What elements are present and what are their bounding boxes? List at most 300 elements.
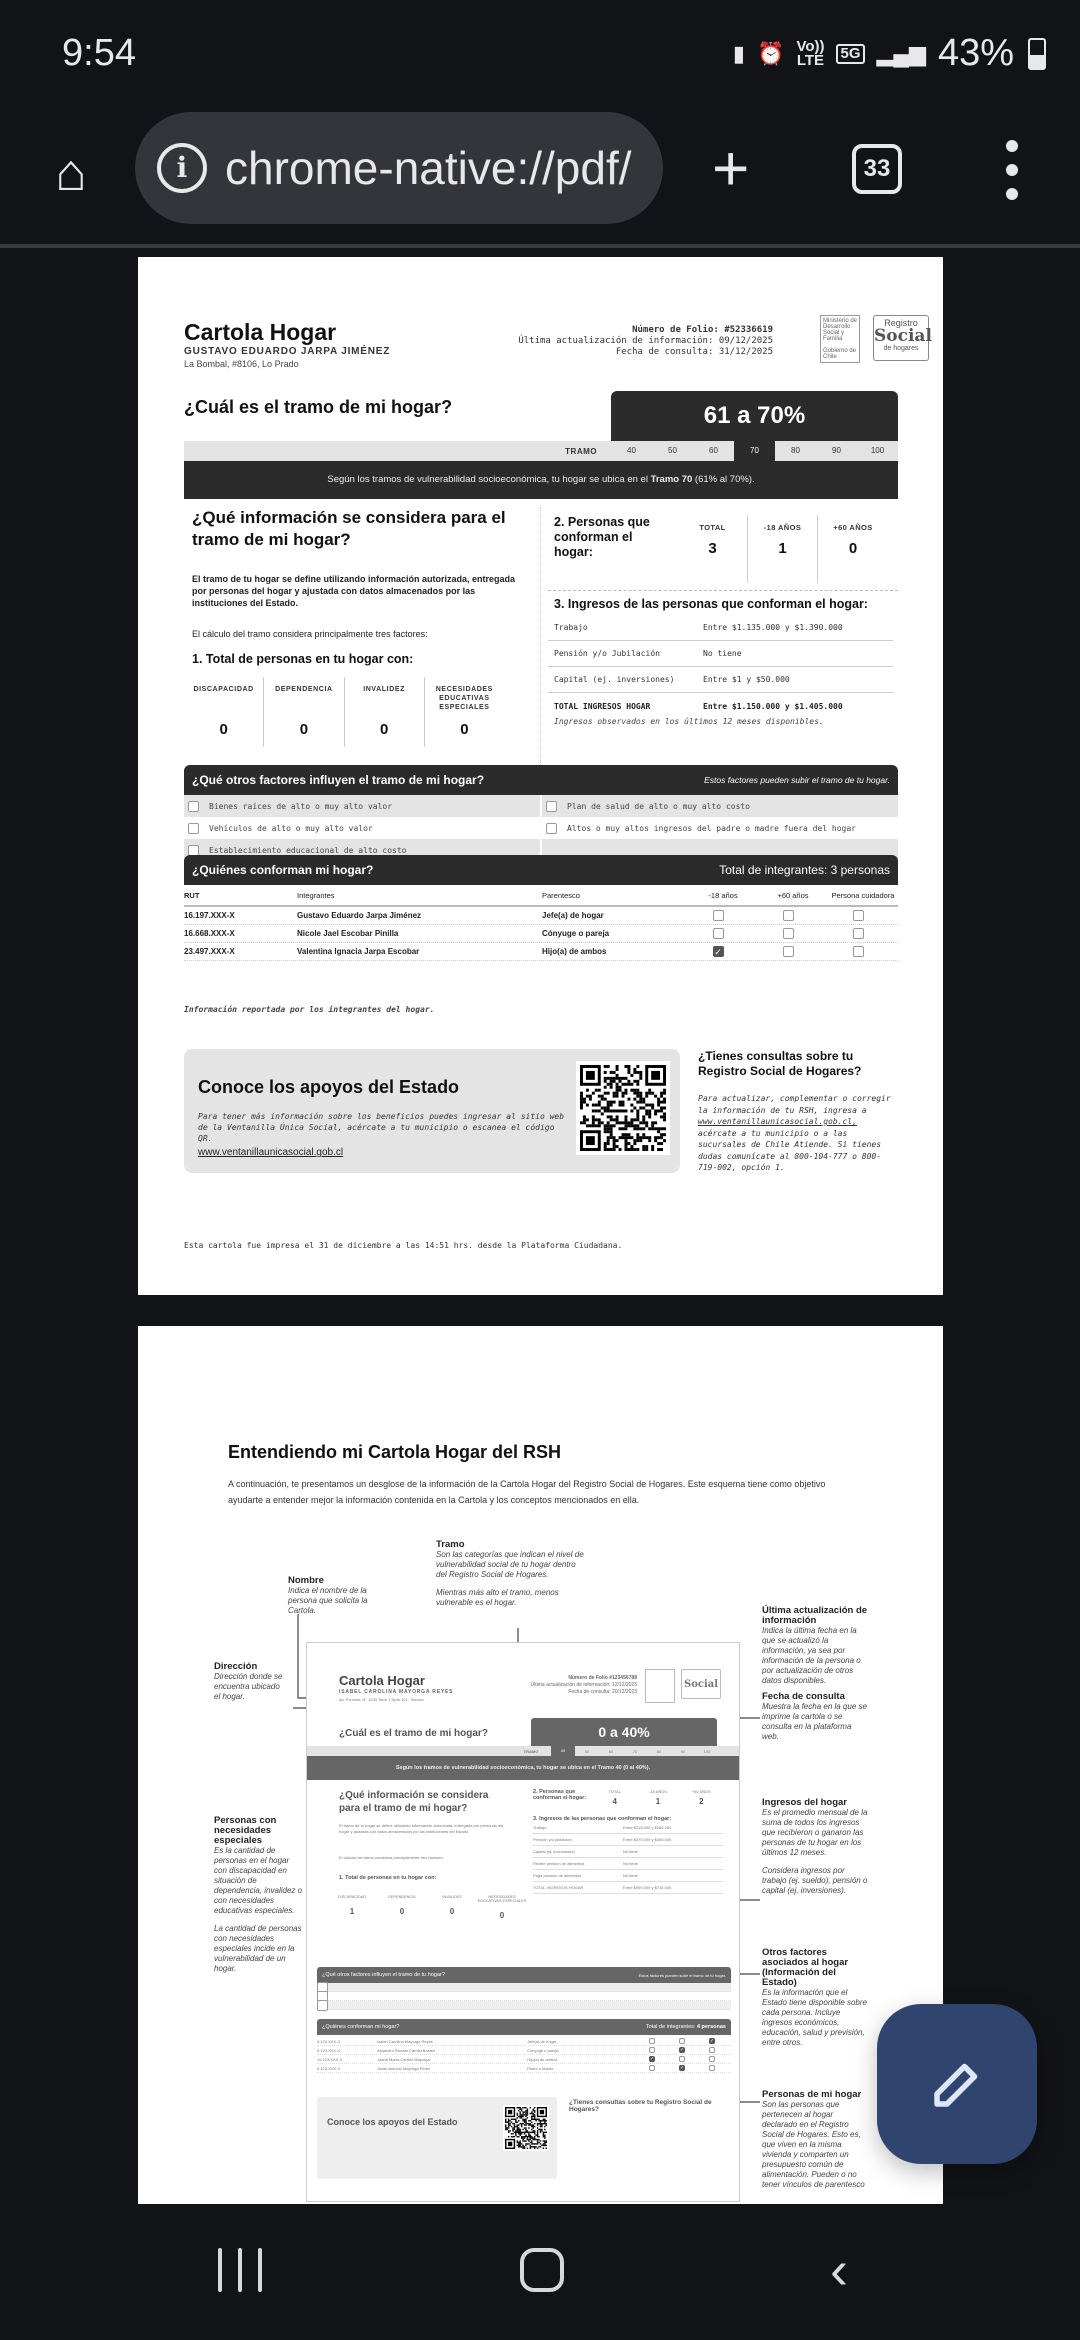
column-divider: [540, 507, 541, 767]
sample-income-value: No tiene: [623, 1873, 638, 1878]
recent-apps-icon[interactable]: [218, 2248, 262, 2292]
tramo-cell: 50: [668, 446, 677, 455]
sample-income-value: Entre $215.000 y $265.000: [623, 1825, 672, 1830]
consult-date: 31/12/2025: [718, 347, 773, 357]
pdf-viewer[interactable]: [0, 248, 1080, 2204]
member-flag: [758, 928, 828, 939]
home-nav-icon[interactable]: [520, 2248, 564, 2292]
consultas-heading: ¿Tienes consultas sobre tu Registro Social de Hogares?: [698, 1049, 862, 1078]
sample-member-rut: 15.123.XXX-X: [317, 2056, 343, 2062]
sample-need-label: DISCAPACIDAD: [337, 1895, 367, 1899]
member-rut: 16.668.XXX-X: [184, 929, 235, 938]
sample-income-row: [533, 1858, 723, 1870]
5g-icon: 5G: [836, 44, 864, 64]
apoyos-title: Conoce los apoyos del Estado: [198, 1077, 460, 1097]
sample-income-row: [533, 1870, 723, 1882]
sample-need: [477, 1895, 527, 1920]
annotation-text: La cantidad de personas con necesidades especiales incide en la vulnerabilidad de un hogar.: [214, 1924, 302, 1973]
sample-tramo-scale: [307, 1746, 739, 1756]
sample-over60-checkbox[interactable]: [679, 2056, 685, 2062]
sample-members-heading: ¿Quiénes conforman mi hogar?: [322, 2024, 400, 2030]
sample-under18-checkbox[interactable]: ✓: [650, 2056, 655, 2062]
factor-checkbox[interactable]: [188, 845, 199, 856]
person-stat: [818, 515, 888, 583]
factor-checkbox[interactable]: [546, 801, 557, 812]
sample-carer-checkbox[interactable]: ✓: [710, 2038, 715, 2044]
sample-tramo-cell: 90: [680, 1748, 686, 1754]
sample-person-label: -18 AÑOS: [648, 1789, 667, 1794]
annotation-text: Es el promedio mensual de la suma de todos los ingresos que recibieron o ganaron las personas de tu hogar en los últimos 12 meses.: [762, 1808, 868, 1857]
sample-member-rut: 9.124.XXX-X: [317, 2047, 341, 2053]
tramo-cell: 80: [791, 446, 800, 455]
sample-income-label: Pensión y/o jubilación: [533, 1837, 572, 1842]
sample-member-flag: [697, 2065, 727, 2071]
sample-income-row: [533, 1846, 723, 1858]
members-heading: ¿Quiénes conforman mi hogar?: [192, 863, 374, 877]
sample-under18-checkbox[interactable]: [649, 2038, 655, 2044]
annotation-text: Es la cantidad de personas en el hogar con discapacidad en situación de dependencia, invalidez o con necesidades educativas especiales.: [214, 1846, 303, 1915]
income-label: Trabajo: [554, 623, 588, 632]
sample-member-row: [317, 2037, 731, 2046]
sample-member-name: Juana María Carrillo Mayorga: [377, 2056, 430, 2062]
sample-member-relation: Hijo(a) de ambos: [527, 2056, 558, 2062]
sample-factor-checkbox[interactable]: [317, 2000, 328, 2011]
sample-member-rut: 5.123.XXX-X: [317, 2065, 341, 2071]
income-table: [548, 615, 893, 719]
annotation-text: Mientras más alto el tramo, menos vulnerable es el hogar.: [436, 1588, 559, 1607]
member-flag: [688, 928, 758, 939]
sample-member-name: Isabel Carolina Mayorga Reyes: [377, 2038, 433, 2044]
annotation-title: Tramo: [436, 1539, 465, 1550]
sample-need-value: 1: [349, 1907, 355, 1916]
sample-member-flag: [637, 2056, 667, 2062]
edit-button[interactable]: [877, 2004, 1037, 2164]
sample-need: [377, 1895, 427, 1920]
sample-member-flag: [667, 2065, 697, 2071]
updated-date: 09/12/2025: [718, 336, 773, 346]
member-flag: [688, 946, 758, 957]
qr-code: [576, 1061, 670, 1155]
document-title: Cartola Hogar: [184, 319, 337, 345]
persons-stats: [678, 515, 888, 583]
consultas-block: [698, 1049, 898, 1174]
member-row: [184, 925, 898, 943]
sample-income-value: No tiene: [623, 1849, 638, 1854]
income-label: TOTAL INGRESOS HOGAR: [554, 701, 651, 711]
sample-over60-checkbox[interactable]: ✓: [680, 2065, 685, 2071]
sample-question: ¿Cuál es el tramo de mi hogar?: [339, 1728, 488, 1739]
consultas-text-start: Para actualizar, complementar o corregir la información de tu RSH, ingresa a: [698, 1094, 891, 1115]
member-flag: [828, 928, 898, 939]
annotation-title: Nombre: [288, 1575, 324, 1586]
income-value: Entre $1 y $50.000: [703, 675, 790, 684]
apoyos-link[interactable]: www.ventanillaunicasocial.gob.cl: [198, 1147, 344, 1158]
income-value: No tiene: [703, 649, 742, 658]
sample-income-value: Entre $590.000 y $715.000: [623, 1885, 672, 1890]
sample-persons: [593, 1789, 723, 1806]
signal-icon: ▂▄▆: [876, 40, 926, 66]
members-table: [184, 885, 898, 961]
url-bar[interactable]: [135, 112, 663, 224]
member-row: [184, 943, 898, 961]
member-flag: [828, 910, 898, 921]
annotation-title: Fecha de consulta: [762, 1691, 845, 1702]
clock: 9:54: [62, 32, 136, 74]
sample-member-name: Julián Antonio Mayorga Pérez: [377, 2065, 431, 2071]
member-rut: 16.197.XXX-X: [184, 911, 235, 920]
consultas-link[interactable]: www.ventanillaunicasocial.gob.cl,: [698, 1117, 857, 1126]
tramo-cell: 90: [832, 446, 841, 455]
sample-income-label: Paga pensión de alimentos: [533, 1873, 582, 1878]
person-stat-value: 0: [848, 540, 858, 557]
sample-person-label: TOTAL: [608, 1789, 621, 1794]
tramo-band-text: Según los tramos de vulnerabilidad socioeconómica, tu hogar se ubica en el: [327, 474, 651, 485]
info-question: ¿Qué información se considera para el tramo de mi hogar?: [192, 508, 506, 549]
guide-intro: A continuación, te presentamos un desglose de la información de la Cartola Hogar del Registro Social de Hogares. Este esquema tiene como objetivo ayudarte a entender mejor la información contenida en la Cartola y los conceptos mencionados en ella.: [228, 1479, 826, 1505]
document-meta: [518, 325, 773, 358]
sample-carer-checkbox[interactable]: [709, 2065, 715, 2071]
battery-percent: 43%: [937, 32, 1014, 74]
total-persons-heading: 1. Total de personas en tu hogar con:: [192, 652, 414, 666]
sample-tramo-cell: 100: [703, 1748, 711, 1754]
tramo-band: [184, 461, 898, 499]
sample-title: Cartola Hogar: [339, 1673, 425, 1688]
sample-member-rut: 9.123.XXX-X: [317, 2038, 341, 2044]
income-heading: 3. Ingresos de las personas que conforman el hogar:: [554, 597, 868, 611]
sample-factor-row: [317, 2001, 731, 2010]
sample-income-value: No tiene: [623, 1861, 638, 1866]
dashed-divider: [548, 590, 898, 591]
person-stat-value: 3: [708, 540, 717, 557]
sample-persons-heading: 2. Personas que conforman el hogar:: [533, 1789, 587, 1801]
sample-over60-checkbox[interactable]: ✓: [680, 2047, 685, 2053]
need-stat: [184, 677, 264, 747]
need-value: 0: [460, 721, 469, 738]
income-note: Ingresos observados en los últimos 12 meses disponibles.: [554, 717, 824, 726]
battery-saver-icon: ▮: [732, 40, 746, 66]
sample-gov-logo: [645, 1669, 675, 1703]
apoyos-card: [184, 1049, 680, 1173]
factor-label: Altos o muy altos ingresos del padre o madre fuera del hogar: [567, 823, 856, 833]
tab-switcher-icon[interactable]: 33: [852, 144, 902, 194]
under18-checkbox[interactable]: ✓: [714, 947, 722, 957]
sample-folio: Número de Folio #123456788: [568, 1675, 637, 1681]
sample-updated: Última actualización de información: 12/12/2023: [530, 1682, 637, 1688]
sample-member-flag: [667, 2038, 697, 2044]
need-value: 0: [219, 721, 228, 738]
sample-info-p1: El tramo de tu hogar se define utilizando información autorizada, entregada por personas del hogar y ajustada con datos almacenados por las instituciones del Estado.: [339, 1823, 504, 1834]
carer-checkbox[interactable]: [853, 928, 864, 939]
sample-member-flag: [697, 2047, 727, 2053]
need-label: DEPENDENCIA: [275, 686, 333, 693]
sample-income-heading: 3. Ingresos de las personas que conforman el hogar:: [533, 1816, 672, 1822]
sample-member-flag: [697, 2056, 727, 2062]
column-header: Integrantes: [297, 890, 335, 900]
info-factors-intro: El cálculo del tramo considera principalmente tres factores:: [192, 629, 428, 639]
factor-checkbox[interactable]: [188, 801, 199, 812]
alarm-icon: ⏰: [757, 40, 785, 66]
sample-right-column: [533, 1789, 723, 1894]
annotation-text: Indica la última fecha en la que se actualizó la información, ya sea por información de la persona o por actualización de otros datos disponibles.: [762, 1626, 861, 1685]
under18-checkbox[interactable]: [713, 910, 724, 921]
sample-address: Av. Porvenir, N° 1234 Torre 1 Dpto 101, Temuco: [339, 1697, 424, 1702]
person-stat: [678, 515, 748, 583]
factor-checkbox[interactable]: [188, 823, 199, 834]
consult-label: Fecha de consulta:: [615, 347, 714, 357]
person-stat-value: 1: [778, 540, 787, 557]
member-name: Valentina Ignacia Jarpa Escobar: [297, 947, 420, 956]
tramo-band-end: (61% al 70%).: [692, 474, 755, 485]
tramo-cell: 60: [709, 446, 718, 455]
factor-item: [184, 795, 542, 817]
battery-icon: [1028, 38, 1046, 70]
sample-income: [533, 1822, 723, 1894]
sample-range: 0 a 40%: [531, 1718, 717, 1746]
more-menu-icon[interactable]: [1000, 140, 1024, 200]
sample-income-label: TOTAL INGRESOS HOGAR: [533, 1885, 584, 1890]
tramo-range: 61 a 70%: [611, 391, 898, 441]
sample-cartola: [306, 1642, 740, 2202]
factor-label: Plan de salud de alto o muy alto costo: [567, 801, 751, 811]
back-icon[interactable]: ‹: [830, 2240, 848, 2300]
carer-checkbox[interactable]: [853, 946, 864, 957]
annotation-title: Última actualización de información: [762, 1605, 868, 1626]
sample-band: Según los tramos de vulnerabilidad socioeconómica, tu hogar se ubica en el Tramo 40 (0 al 40%).: [307, 1756, 739, 1780]
pdf-page-2: [138, 1326, 943, 2226]
income-row: [548, 615, 893, 641]
sample-factors: [317, 1983, 731, 2010]
sample-member-row: [317, 2046, 731, 2055]
sample-income-label: Trabajo: [533, 1825, 547, 1830]
sample-need-label: INVALIDEZ: [442, 1895, 462, 1899]
sample-income-label: Recibe pensión de alimentos: [533, 1861, 585, 1866]
new-tab-icon[interactable]: +: [712, 132, 750, 204]
sample-income-row: [533, 1834, 723, 1846]
gov-logo-text: Ministerio de Desarrollo Social y Familia: [823, 318, 858, 342]
volte-icon: [796, 37, 825, 69]
sample-member-flag: [667, 2047, 697, 2053]
need-stat: [425, 677, 504, 747]
member-flag: [758, 946, 828, 957]
folio-label: Número de Folio:: [632, 325, 719, 335]
factor-label: Vehículos de alto o muy alto valor: [209, 823, 373, 833]
sample-person-value: 1: [655, 1797, 661, 1806]
sample-factor-row: [317, 1992, 731, 2001]
factor-item: [184, 817, 542, 839]
sample-members: [317, 2037, 731, 2073]
sample-factors-header: [317, 1967, 731, 1983]
income-value: Entre $1.135.000 y $1.390.000: [703, 623, 843, 632]
member-rut: 23.497.XXX-X: [184, 947, 235, 956]
gov-logo-footer: Gobierno de Chile: [823, 348, 857, 360]
tramo-label: TRAMO: [565, 446, 597, 456]
consultas-text: [698, 1093, 898, 1174]
member-name: Nicole Jael Escobar Pinilla: [297, 929, 399, 938]
sample-over60-checkbox[interactable]: [679, 2038, 685, 2044]
sample-members-count: 4 personas: [696, 2024, 726, 2030]
person-stat-label: -18 AÑOS: [763, 523, 802, 532]
sample-need: [427, 1895, 477, 1920]
sample-tramo-label: TRAMO: [523, 1748, 539, 1754]
sample-need-value: 0: [399, 1907, 405, 1916]
factor-checkbox[interactable]: [546, 823, 557, 834]
annotation-title: Dirección: [214, 1661, 258, 1672]
rsh-logo-top: Registro: [884, 318, 918, 328]
income-label: Pensión y/o Jubilación: [554, 649, 660, 658]
sample-member-relation: Padre o Madre: [527, 2065, 554, 2071]
sample-apoyos: [317, 2097, 557, 2179]
volte-bottom: LTE: [796, 51, 825, 69]
volte-top: Vo)): [796, 37, 825, 55]
member-flag: [688, 910, 758, 921]
column-header: -18 años: [708, 890, 738, 900]
tramo-question: ¿Cuál es el tramo de mi hogar?: [184, 397, 453, 417]
sample-person-stat: [636, 1789, 679, 1806]
apoyos-text: Para tener más información sobre los beneficios puedes ingresar al sitio web de la Ventanilla Única Social, acércate a tu municipio o escanea el código QR.: [198, 1112, 565, 1143]
annotation-title: Personas de mi hogar: [762, 2089, 862, 2100]
sample-member-relation: Cónyuge o pareja: [527, 2047, 559, 2053]
system-nav-bar: [0, 2204, 1080, 2340]
income-label: Capital (ej. inversiones): [554, 675, 675, 684]
holder-address: La Bombal, #8106, Lo Prado: [184, 359, 299, 369]
sample-consultas-heading: ¿Tienes consultas sobre tu Registro Social de Hogares?: [569, 2099, 712, 2113]
sample-person-stat: [593, 1789, 636, 1806]
member-relation: Hijo(a) de ambos: [542, 947, 607, 956]
under18-checkbox[interactable]: [713, 928, 724, 939]
sample-factors-heading: ¿Qué otros factores influyen el tramo de tu hogar?: [322, 1972, 445, 1978]
factors-header: [184, 765, 898, 795]
need-stat: [264, 677, 344, 747]
over60-checkbox[interactable]: [783, 946, 794, 957]
tramo-band-bold: Tramo 70: [650, 474, 693, 485]
home-icon[interactable]: ⌂: [55, 144, 87, 202]
sample-name: ISABEL CAROLINA MAYORGA REYES: [339, 1689, 454, 1695]
sample-person-value: 2: [699, 1797, 704, 1806]
sample-consult: Fecha de consulta: 20/12/2023: [568, 1689, 637, 1695]
factor-row: [184, 817, 898, 839]
sample-member-name: Alejandro Renato Carrillo Basteri: [377, 2047, 436, 2053]
edit-pencil-icon: [927, 2054, 987, 2114]
annotation-text: Son las personas que pertenecen al hogar declarado en el Registro Social de Hogares. Esto es, que viven en la misma vivienda y comparten un presupuesto común de alimentación. Pueden o no tener vínculos de parentesco: [762, 2100, 865, 2189]
sample-need: [327, 1895, 377, 1920]
members-header: [184, 855, 898, 885]
carer-checkbox[interactable]: [853, 910, 864, 921]
holder-name: GUSTAVO EDUARDO JARPA JIMÉNEZ: [184, 346, 391, 357]
person-stat-label: TOTAL: [699, 523, 726, 532]
income-row: [548, 641, 893, 667]
sample-tramo-cell: 40: [551, 1746, 575, 1756]
members-header-row: [184, 885, 898, 907]
over60-checkbox[interactable]: [783, 928, 794, 939]
sample-meta: [517, 1675, 637, 1696]
pdf-page-1: [138, 257, 943, 1295]
sample-carer-checkbox[interactable]: [709, 2056, 715, 2062]
person-stat-label: +60 AÑOS: [833, 523, 873, 532]
sample-needs: [327, 1895, 527, 1920]
sample-carer-checkbox[interactable]: [709, 2047, 715, 2053]
annotation-text: Es la información que el Estado tiene disponible sobre cada persona. Incluye ingresos económicos, educación, salud y previsión, entre otros.: [762, 1988, 867, 2047]
person-stat: [748, 515, 818, 583]
sample-info-p2: El cálculo del tramo considera principalmente tres factores:: [339, 1855, 444, 1860]
sample-info-question: ¿Qué información se considera para el tramo de mi hogar?: [339, 1790, 489, 1814]
sample-tramo-cell: 80: [656, 1748, 662, 1754]
factor-label: Establecimiento educacional de alto costo: [209, 845, 407, 855]
sample-member-row: [317, 2064, 731, 2073]
sample-need-label: DEPENDENCIA: [388, 1895, 416, 1899]
factor-row: [184, 795, 898, 817]
sample-qr: [503, 2105, 549, 2151]
member-flag: [828, 946, 898, 957]
need-label: DISCAPACIDAD: [193, 686, 254, 693]
factors-list: [184, 795, 898, 861]
browser-toolbar: [0, 110, 1080, 246]
factor-label: Bienes raíces de alto o muy alto valor: [209, 801, 393, 811]
sample-income-row: [533, 1882, 723, 1894]
tramo-cell: 70: [734, 441, 775, 461]
special-needs-stats: [184, 677, 504, 747]
factor-item: [542, 817, 898, 839]
sample-need-value: 0: [499, 1911, 505, 1920]
sample-member-flag: [637, 2065, 667, 2071]
tramo-scale: [184, 441, 898, 461]
sample-members-header: [317, 2019, 731, 2035]
sample-person-stat: [680, 1789, 723, 1806]
need-value: 0: [379, 721, 389, 738]
tramo-cell: 40: [627, 446, 636, 455]
over60-checkbox[interactable]: [783, 910, 794, 921]
sample-member-flag: [697, 2038, 727, 2044]
member-flag: [758, 910, 828, 921]
sample-need-label: NECESIDADES EDUCATIVAS ESPECIALES: [477, 1895, 527, 1903]
sample-income-label: Capital (ej. inversiones): [533, 1849, 575, 1854]
need-label: NECESIDADES EDUCATIVAS ESPECIALES: [435, 686, 493, 711]
sample-income-value: Entre $375.000 y $455.000: [623, 1837, 672, 1842]
folio-number: #52336619: [724, 325, 773, 335]
sample-need-value: 0: [449, 1907, 455, 1916]
rsh-logo-bottom: de hogares: [883, 345, 919, 352]
income-value: Entre $1.150.000 y $1.405.000: [703, 701, 843, 711]
annotation-title: Otros factores asociados al hogar (Información del Estado): [762, 1947, 849, 1988]
sample-apoyos-title: Conoce los apoyos del Estado: [327, 2117, 458, 2127]
updated-label: Última actualización de información:: [518, 336, 714, 346]
sample-under18-checkbox[interactable]: [649, 2047, 655, 2053]
qr-pattern: [580, 1065, 666, 1151]
annotation-text: Son las categorías que indican el nivel de vulnerabilidad social de tu hogar dentro del Registro Social de Hogares.: [436, 1550, 584, 1579]
member-relation: Cónyuge o pareja: [542, 929, 610, 938]
annotation-text: Dirección donde se encuentra ubicado el hogar.: [214, 1672, 283, 1701]
info-icon[interactable]: i: [157, 143, 207, 193]
sample-under18-checkbox[interactable]: [649, 2065, 655, 2071]
sample-members-total: Total de integrantes:: [645, 2024, 697, 2030]
info-paragraph: El tramo de tu hogar se define utilizando información autorizada, entregada por personas del hogar y ajustada con datos almacenados por las instituciones del Estado.: [192, 574, 516, 608]
sample-member-relation: Jefe(a) de hogar: [527, 2038, 557, 2044]
sample-tramo-cell: 60: [608, 1748, 614, 1754]
sample-person-value: 4: [612, 1797, 617, 1806]
sample-factor-row: [317, 1983, 731, 1992]
printed-note: Esta cartola fue impresa el 31 de diciembre a las 14:51 hrs. desde la Plataforma Ciudadana.: [184, 1241, 623, 1250]
annotation-title: Ingresos del hogar: [762, 1797, 847, 1808]
rsh-logo-main: Social: [874, 326, 932, 346]
member-name: Gustavo Eduardo Jarpa Jiménez: [297, 911, 422, 920]
factors-note: Estos factores pueden subir el tramo de tu hogar.: [704, 775, 890, 785]
member-row: [184, 907, 898, 925]
url-text[interactable]: chrome-native://pdf/: [225, 142, 632, 194]
need-value: 0: [299, 721, 309, 738]
members-total: Total de integrantes: 3 personas: [719, 863, 890, 877]
column-header: RUT: [184, 890, 200, 900]
income-row: [548, 693, 893, 719]
sample-member-row: [317, 2055, 731, 2064]
